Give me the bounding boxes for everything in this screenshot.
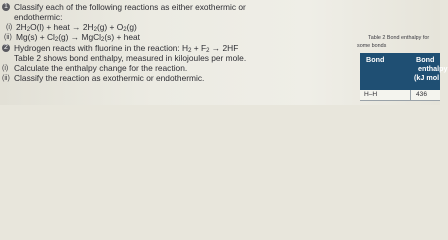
question-1-item-2-equation: Mg(s) + Cl2(g) → MgCl2(s) + heat (16, 32, 140, 43)
table-row (360, 90, 440, 101)
table-header-enthalpy-line1: Bond (416, 55, 435, 64)
table-caption-line1: Table 2 Bond enthalpy for (368, 35, 430, 41)
table-cell-bond: H–H (364, 91, 378, 98)
question-2-part-1-label: (i) (2, 65, 9, 72)
table-header-enthalpy-line2: enthalpy (418, 64, 448, 73)
table-header (360, 53, 448, 90)
bond-enthalpy-table (360, 53, 448, 105)
table-header-enthalpy-line3: (kJ mol (414, 73, 440, 82)
question-1-stem-line2: endothermic: (14, 12, 63, 22)
table-header-bond: Bond (366, 55, 385, 64)
question-1-item-2-label: (ii) (4, 34, 12, 41)
question-1-item-1-equation: 2H2O(l) + heat → 2H2(g) + O2(g) (16, 22, 137, 33)
question-1-number: 1 (4, 3, 8, 10)
table-column-divider (410, 90, 411, 100)
question-1-item-1-label: (i) (6, 24, 13, 31)
question-2-part-2-label: (ii) (2, 75, 10, 82)
table-caption-line2: some bonds (357, 43, 387, 49)
question-2-number: 2 (4, 44, 8, 51)
question-1-stem-line1: Classify each of the following reactions as either exothermic or (14, 2, 246, 12)
question-2-line1: Hydrogen reacts with fluorine in the reaction: H2 + F2 → 2HF (14, 43, 239, 54)
question-2-part-1-text: Calculate the enthalpy change for the reaction. (14, 63, 188, 73)
question-2-part-2-text: Classify the reaction as exothermic or endothermic. (14, 73, 205, 83)
textbook-page (0, 0, 448, 105)
table-cell-enthalpy: 436 (416, 91, 428, 98)
question-2-line2: Table 2 shows bond enthalpy, measured in kilojoules per mole. (14, 53, 247, 63)
